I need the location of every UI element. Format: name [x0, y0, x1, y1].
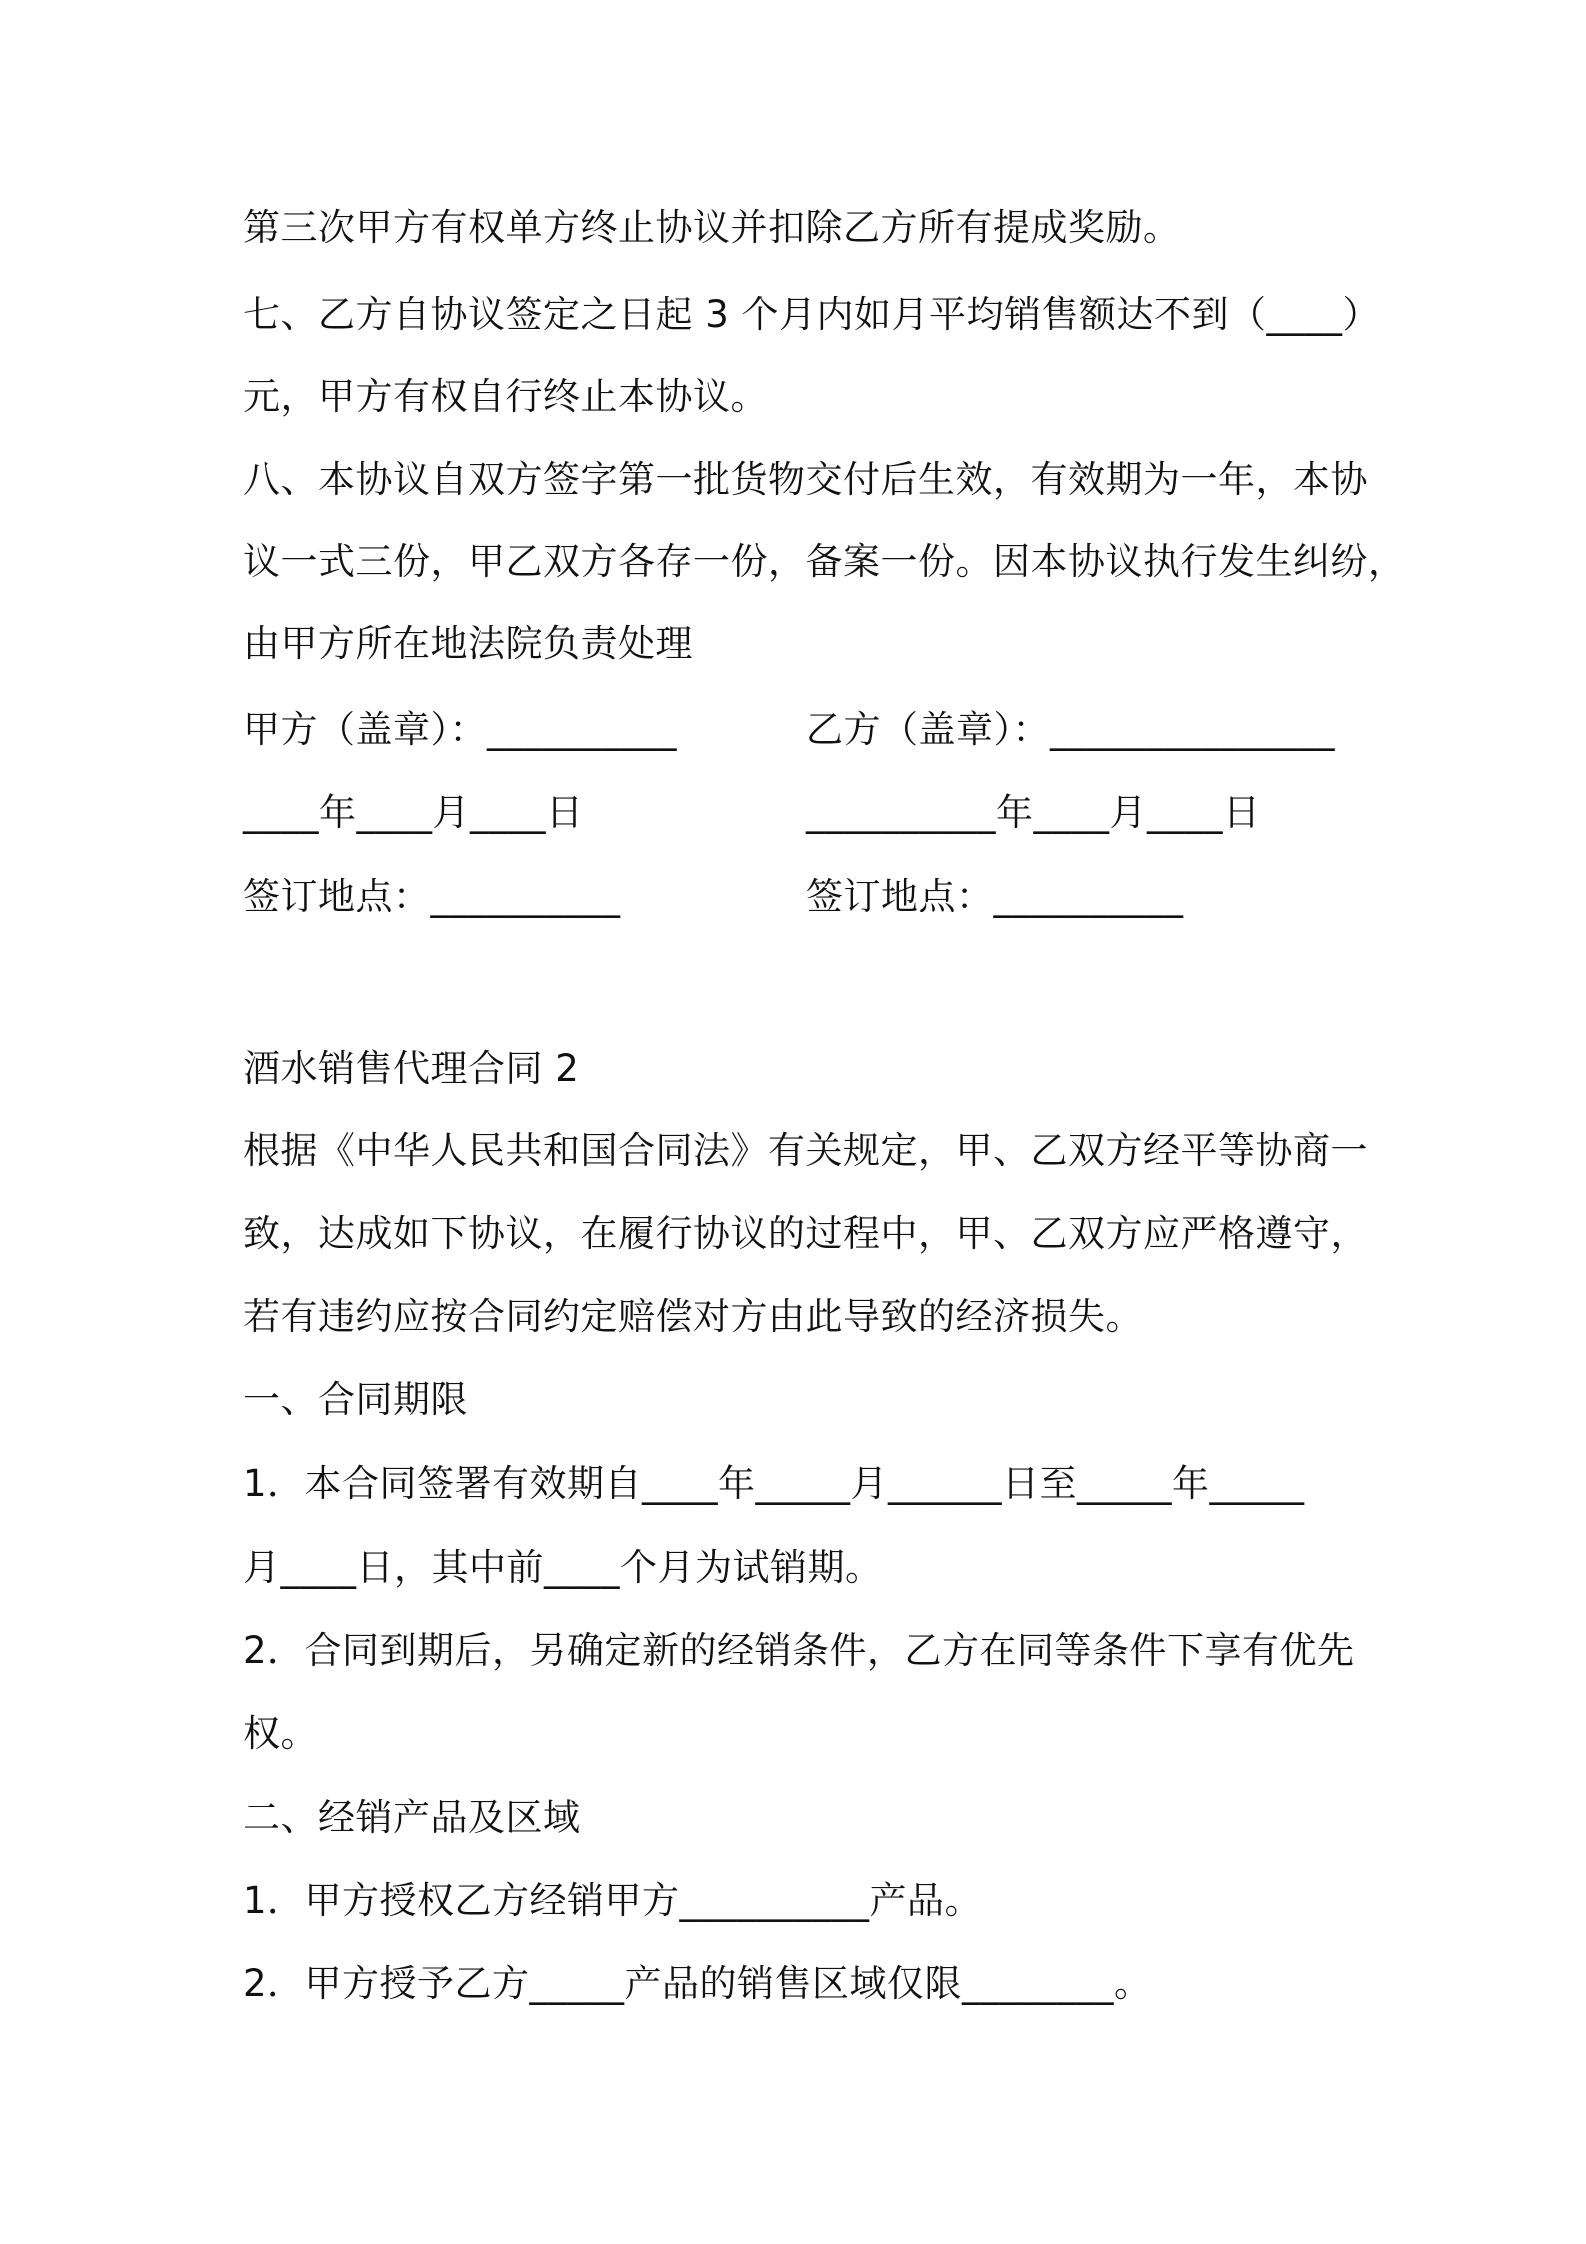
- intro-line-3: 若有违约应按合同约定赔偿对方由此导致的经济损失。: [243, 1295, 1143, 1338]
- clause-eight-line-2: 议一式三份，甲乙双方各存一份，备案一份。因本协议执行发生纠纷，: [243, 540, 1406, 583]
- clause-seven-line-1: 七、乙方自协议签定之日起 3 个月内如月平均销售额达不到（____）: [243, 293, 1381, 336]
- party-a-date-field: ____年____月____日: [243, 791, 584, 834]
- clause-text: 第三次甲方有权单方终止协议并扣除乙方所有提成奖励。: [243, 206, 1181, 249]
- party-b-seal-field: 乙方（盖章）：_______________: [806, 708, 1335, 751]
- clause-eight-line-3: 由甲方所在地法院负责处理: [243, 622, 693, 665]
- party-a-seal-field: 甲方（盖章）：__________: [243, 708, 677, 751]
- intro-line-1: 根据《中华人民共和国合同法》有关规定，甲、乙双方经平等协商一: [243, 1129, 1368, 1172]
- intro-line-2: 致，达成如下协议，在履行协议的过程中，甲、乙双方应严格遵守，: [243, 1212, 1368, 1255]
- product-item-2: 2．甲方授予乙方_____产品的销售区域仅限________。: [243, 1962, 1152, 2005]
- term-item-1-line-1: 1．本合同签署有效期自____年_____月______日至_____年_____: [243, 1462, 1305, 1505]
- term-item-2-line-1: 2．合同到期后，另确定新的经销条件，乙方在同等条件下享有优先: [243, 1629, 1355, 1672]
- section-heading-term: 一、合同期限: [243, 1378, 468, 1421]
- party-b-date-field: __________年____月____日: [806, 791, 1261, 834]
- party-b-place-field: 签订地点：__________: [806, 875, 1184, 918]
- party-a-place-field: 签订地点：__________: [243, 875, 621, 918]
- term-item-1-line-2: 月____日，其中前____个月为试销期。: [243, 1546, 883, 1589]
- clause-seven-line-2: 元，甲方有权自行终止本协议。: [243, 375, 768, 418]
- section-heading-products: 二、经销产品及区域: [243, 1796, 581, 1839]
- contract-title: 酒水销售代理合同 2: [243, 1047, 580, 1090]
- term-item-2-line-2: 权。: [243, 1712, 318, 1755]
- clause-eight-line-1: 八、本协议自双方签字第一批货物交付后生效，有效期为一年，本协: [243, 458, 1368, 501]
- product-item-1: 1．甲方授权乙方经销甲方__________产品。: [243, 1879, 983, 1922]
